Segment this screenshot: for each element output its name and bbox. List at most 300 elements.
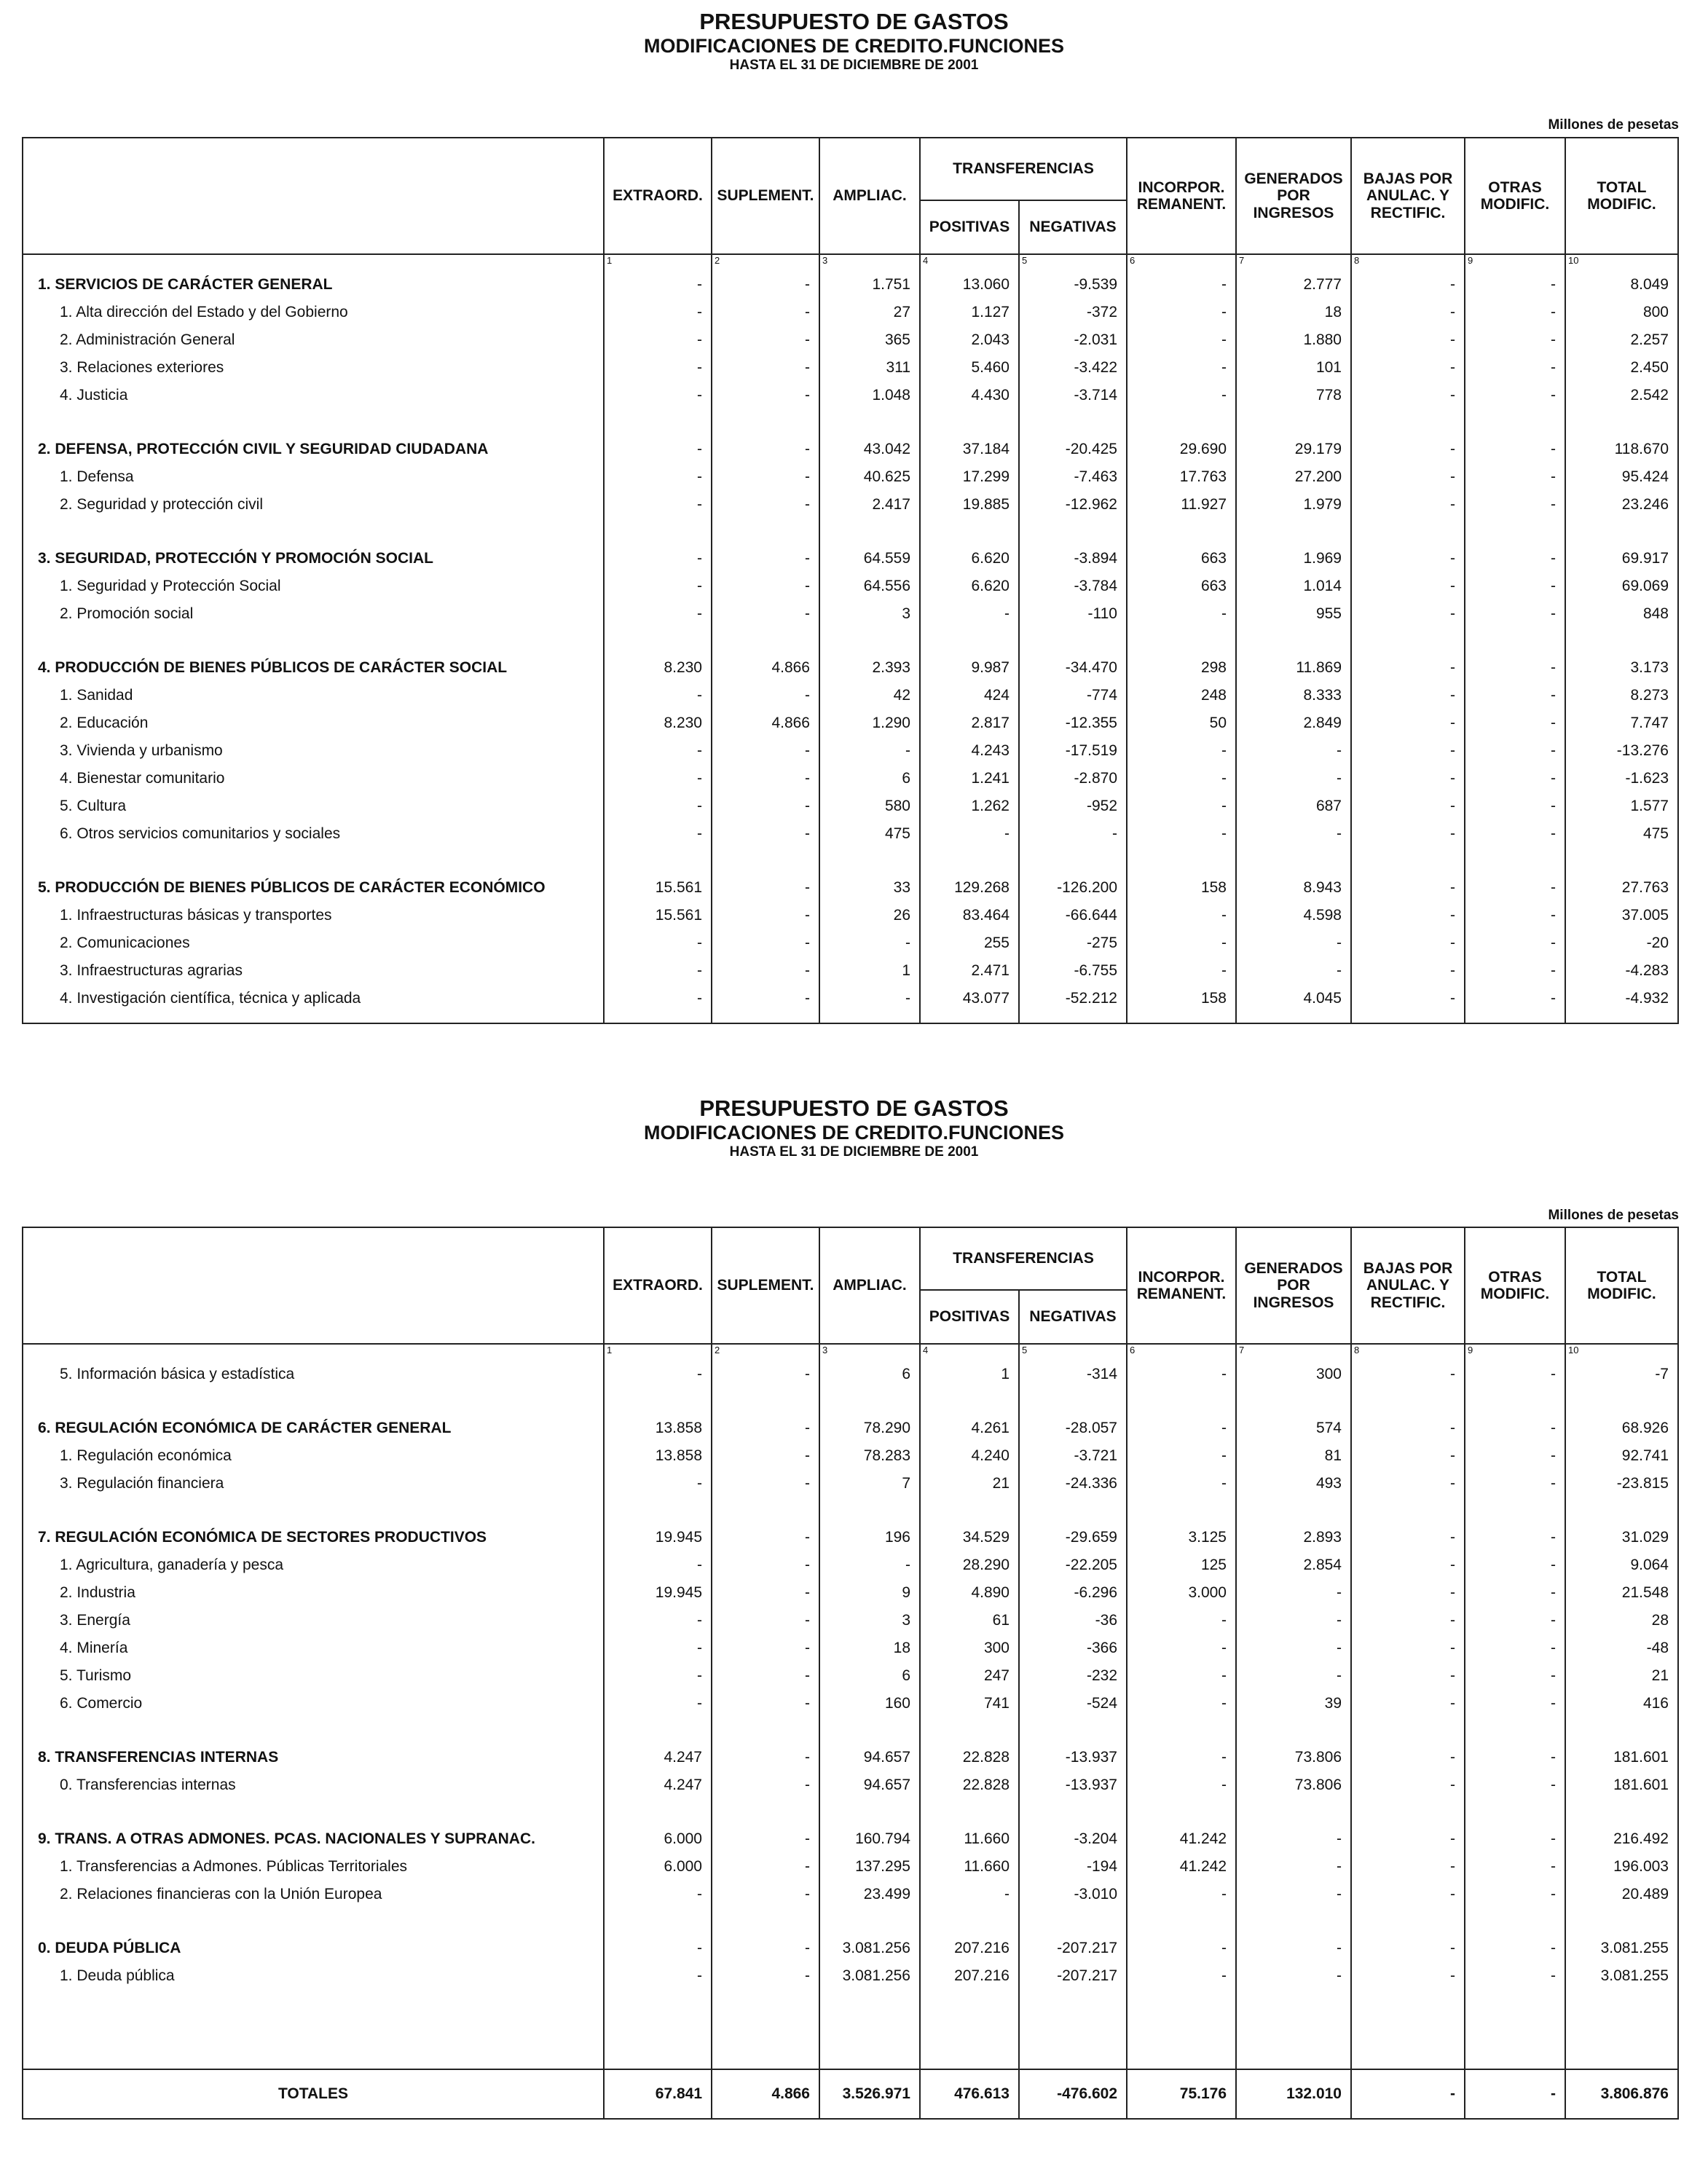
spacer-cell	[23, 1990, 604, 2016]
value-cell: 424	[920, 682, 1019, 709]
value-cell: -	[1351, 1771, 1465, 1799]
totals-value: 3.526.971	[819, 2069, 920, 2119]
table-row	[23, 491, 1678, 519]
table-row	[23, 354, 1678, 382]
value-cell: -	[712, 491, 819, 519]
value-cell: -	[1465, 326, 1565, 354]
value-cell: 9.987	[920, 654, 1019, 682]
value-cell: -	[1019, 820, 1127, 848]
spacer-cell	[712, 1388, 819, 1414]
value-cell: -	[1351, 929, 1465, 957]
spacer-cell	[920, 628, 1019, 654]
value-cell: -13.937	[1019, 1771, 1127, 1799]
spacer-cell	[1465, 1908, 1565, 1935]
group-row	[23, 1524, 1678, 1551]
value-cell: -	[1351, 1414, 1465, 1442]
value-cell: -	[712, 1744, 819, 1771]
row-label: 1. SERVICIOS DE CARÁCTER GENERAL	[23, 271, 604, 299]
value-cell: 7.747	[1565, 709, 1678, 737]
value-cell: 663	[1127, 545, 1236, 572]
value-cell: -	[1351, 1935, 1465, 1962]
spacer-cell	[1019, 1908, 1127, 1935]
value-cell: -3.010	[1019, 1881, 1127, 1908]
table-row	[23, 765, 1678, 792]
col-ampliac-header: AMPLIAC.	[819, 138, 920, 254]
value-cell: -	[712, 382, 819, 409]
value-cell: 6.000	[604, 1825, 712, 1853]
value-cell: -	[1127, 1470, 1236, 1498]
budget-table-2	[22, 1227, 1679, 2120]
value-cell: -	[604, 929, 712, 957]
value-cell: -3.894	[1019, 545, 1127, 572]
column-number: 6	[1127, 1344, 1236, 1361]
spacer-cell	[1019, 1717, 1127, 1744]
spacer-cell	[604, 519, 712, 545]
value-cell: 26	[819, 902, 920, 929]
spacer-cell	[23, 1908, 604, 1935]
table-row	[23, 709, 1678, 737]
spacer-cell	[1127, 1908, 1236, 1935]
end-cell	[1127, 1012, 1236, 1023]
group-row	[23, 1414, 1678, 1442]
col-ampliac-header: AMPLIAC.	[819, 1227, 920, 1344]
column-number: 10	[1565, 1344, 1678, 1361]
value-cell: -	[712, 765, 819, 792]
value-cell: -	[604, 820, 712, 848]
value-cell: -	[1127, 271, 1236, 299]
value-cell: -	[712, 792, 819, 820]
value-cell: 3.000	[1127, 1579, 1236, 1607]
value-cell: -	[1127, 737, 1236, 765]
row-label: 1. Alta dirección del Estado y del Gobierno	[23, 299, 604, 326]
value-cell: 181.601	[1565, 1771, 1678, 1799]
table-row	[23, 1853, 1678, 1881]
value-cell: -	[1127, 1935, 1236, 1962]
value-cell: -7	[1565, 1361, 1678, 1388]
col-generados-header: GENERADOS POR INGRESOS	[1236, 1227, 1351, 1344]
value-cell: -	[712, 1690, 819, 1717]
spacer-cell	[1351, 1990, 1465, 2016]
end-cell	[23, 1012, 604, 1023]
value-cell: -110	[1019, 600, 1127, 628]
value-cell: -	[1127, 792, 1236, 820]
value-cell: 78.283	[819, 1442, 920, 1470]
spacer-cell	[920, 519, 1019, 545]
spacer-cell	[1236, 1388, 1351, 1414]
value-cell: -	[712, 902, 819, 929]
col-negativas-header: NEGATIVAS	[1019, 200, 1127, 254]
value-cell: 1.751	[819, 271, 920, 299]
value-cell: 31.029	[1565, 1524, 1678, 1551]
column-number: 5	[1019, 254, 1127, 271]
value-cell: 3.081.256	[819, 1962, 920, 1990]
value-cell: -	[712, 326, 819, 354]
value-cell: -	[712, 1470, 819, 1498]
spacer-cell	[712, 1990, 819, 2016]
value-cell: -	[1351, 545, 1465, 572]
value-cell: -13.937	[1019, 1744, 1127, 1771]
row-label: 7. REGULACIÓN ECONÓMICA DE SECTORES PRODUCTIVOS	[23, 1524, 604, 1551]
value-cell: -12.962	[1019, 491, 1127, 519]
column-number: 4	[920, 1344, 1019, 1361]
row-label: 5. Cultura	[23, 792, 604, 820]
value-cell: -	[1465, 1470, 1565, 1498]
spacer-cell	[712, 1717, 819, 1744]
table-row	[23, 572, 1678, 600]
value-cell: 29.690	[1127, 436, 1236, 463]
spacer-cell	[1565, 409, 1678, 436]
value-cell: -207.217	[1019, 1935, 1127, 1962]
col-bajas-header: BAJAS POR ANULAC. Y RECTIFIC.	[1351, 138, 1465, 254]
spacer-cell	[604, 1908, 712, 1935]
spacer-cell	[1351, 1498, 1465, 1524]
group-row	[23, 874, 1678, 902]
value-cell: -	[712, 436, 819, 463]
value-cell: 61	[920, 1607, 1019, 1634]
value-cell: -4.932	[1565, 985, 1678, 1012]
row-label: 4. Investigación científica, técnica y aplicada	[23, 985, 604, 1012]
value-cell: 95.424	[1565, 463, 1678, 491]
value-cell: 42	[819, 682, 920, 709]
value-cell: -	[712, 1881, 819, 1908]
value-cell: 1.969	[1236, 545, 1351, 572]
value-cell: 158	[1127, 874, 1236, 902]
value-cell: -	[1236, 1634, 1351, 1662]
row-label: 2. Educación	[23, 709, 604, 737]
col-transferencias-header: TRANSFERENCIAS	[920, 1227, 1127, 1290]
spacer-cell	[1565, 1799, 1678, 1825]
table-end-row	[23, 1012, 1678, 1023]
spacer-cell	[604, 1799, 712, 1825]
value-cell: 3	[819, 1607, 920, 1634]
row-label: 3. Relaciones exteriores	[23, 354, 604, 382]
value-cell: -	[1236, 929, 1351, 957]
value-cell: -	[1127, 765, 1236, 792]
totals-value: -	[1351, 2069, 1465, 2119]
spacer-cell	[604, 1388, 712, 1414]
value-cell: -	[1127, 600, 1236, 628]
value-cell: -	[1351, 1853, 1465, 1881]
spacer-cell	[1351, 848, 1465, 874]
value-cell: 4.247	[604, 1771, 712, 1799]
value-cell: 416	[1565, 1690, 1678, 1717]
value-cell: 18	[1236, 299, 1351, 326]
spacer-cell	[1019, 848, 1127, 874]
value-cell: -	[712, 737, 819, 765]
value-cell: -2.870	[1019, 765, 1127, 792]
spacer-cell	[920, 1799, 1019, 1825]
column-number-row	[23, 1344, 1678, 1361]
budget-table-1	[22, 137, 1679, 1024]
value-cell: -	[712, 929, 819, 957]
spacer-cell	[1565, 2042, 1678, 2069]
value-cell: 22.828	[920, 1744, 1019, 1771]
spacer-cell	[23, 848, 604, 874]
spacer-cell	[1351, 1388, 1465, 1414]
spacer-row	[23, 1908, 1678, 1935]
spacer-cell	[23, 409, 604, 436]
value-cell: -	[1351, 1825, 1465, 1853]
value-cell: -36	[1019, 1607, 1127, 1634]
value-cell: -	[1236, 737, 1351, 765]
col-extraord-header: EXTRAORD.	[604, 138, 712, 254]
value-cell: -	[1351, 1690, 1465, 1717]
value-cell: -	[1351, 463, 1465, 491]
value-cell: 158	[1127, 985, 1236, 1012]
group-row	[23, 1825, 1678, 1853]
totals-value: 132.010	[1236, 2069, 1351, 2119]
col-transferencias-header: TRANSFERENCIAS	[920, 138, 1127, 200]
value-cell: 15.561	[604, 874, 712, 902]
table-2-body	[23, 1344, 1678, 2119]
page-header-2	[0, 1095, 1708, 1160]
concept-header	[23, 1227, 604, 1344]
value-cell: -	[1465, 1771, 1565, 1799]
value-cell: -	[604, 271, 712, 299]
value-cell: -207.217	[1019, 1962, 1127, 1990]
value-cell: 64.556	[819, 572, 920, 600]
table-row	[23, 682, 1678, 709]
value-cell: 43.042	[819, 436, 920, 463]
value-cell: -	[1465, 709, 1565, 737]
spacer-row	[23, 1498, 1678, 1524]
value-cell: -	[604, 765, 712, 792]
spacer-row	[23, 628, 1678, 654]
value-cell: 1.880	[1236, 326, 1351, 354]
page-title-2: PRESUPUESTO DE GASTOS	[699, 1095, 1009, 1121]
value-cell: -	[712, 1935, 819, 1962]
spacer-row	[23, 1388, 1678, 1414]
value-cell: -	[1351, 1361, 1465, 1388]
value-cell: -34.470	[1019, 654, 1127, 682]
value-cell: 20.489	[1565, 1881, 1678, 1908]
value-cell: -	[1236, 1607, 1351, 1634]
spacer-cell	[1127, 2016, 1236, 2042]
value-cell: 11.927	[1127, 491, 1236, 519]
value-cell: -	[712, 463, 819, 491]
value-cell: -	[1465, 354, 1565, 382]
row-label: 3. Infraestructuras agrarias	[23, 957, 604, 985]
spacer-cell	[1236, 519, 1351, 545]
spacer-cell	[23, 1717, 604, 1744]
value-cell: 475	[819, 820, 920, 848]
spacer-cell	[1236, 2042, 1351, 2069]
value-cell: -	[1465, 436, 1565, 463]
value-cell: 8.333	[1236, 682, 1351, 709]
spacer-cell	[819, 628, 920, 654]
value-cell: 196.003	[1565, 1853, 1678, 1881]
value-cell: -	[712, 1662, 819, 1690]
end-cell	[1465, 1012, 1565, 1023]
col-positivas-header: POSITIVAS	[920, 1290, 1019, 1344]
spacer-cell	[1465, 1717, 1565, 1744]
col-bajas-header: BAJAS POR ANULAC. Y RECTIFIC.	[1351, 1227, 1465, 1344]
spacer-cell	[819, 848, 920, 874]
spacer-cell	[1465, 409, 1565, 436]
value-cell: -	[1127, 1442, 1236, 1470]
group-row	[23, 1935, 1678, 1962]
spacer-cell	[712, 1908, 819, 1935]
spacer-cell	[1019, 519, 1127, 545]
value-cell: 741	[920, 1690, 1019, 1717]
value-cell: -	[1465, 1853, 1565, 1881]
value-cell: 2.542	[1565, 382, 1678, 409]
value-cell: -	[712, 1414, 819, 1442]
page-title: PRESUPUESTO DE GASTOS	[699, 9, 1009, 34]
value-cell: -	[1465, 737, 1565, 765]
value-cell: -	[604, 1551, 712, 1579]
column-number: 1	[604, 1344, 712, 1361]
value-cell: 8.230	[604, 709, 712, 737]
value-cell: 3.081.255	[1565, 1962, 1678, 1990]
spacer-cell	[1351, 2016, 1465, 2042]
spacer-cell	[819, 1717, 920, 1744]
col-negativas-header: NEGATIVAS	[1019, 1290, 1127, 1344]
spacer-cell	[1236, 1717, 1351, 1744]
spacer-cell	[1565, 1717, 1678, 1744]
value-cell: -	[1351, 985, 1465, 1012]
value-cell: -	[1236, 1662, 1351, 1690]
spacer-cell	[23, 2016, 604, 2042]
value-cell: -29.659	[1019, 1524, 1127, 1551]
value-cell: 3.125	[1127, 1524, 1236, 1551]
spacer-cell	[1019, 1799, 1127, 1825]
spacer-cell	[1127, 409, 1236, 436]
group-row	[23, 271, 1678, 299]
column-number: 6	[1127, 254, 1236, 271]
value-cell: -	[1351, 1662, 1465, 1690]
table-row	[23, 820, 1678, 848]
value-cell: 1.127	[920, 299, 1019, 326]
row-label: 2. Administración General	[23, 326, 604, 354]
table-row	[23, 1361, 1678, 1388]
value-cell: -	[1127, 1744, 1236, 1771]
value-cell: 81	[1236, 1442, 1351, 1470]
value-cell: -774	[1019, 682, 1127, 709]
value-cell: 78.290	[819, 1414, 920, 1442]
value-cell: 247	[920, 1662, 1019, 1690]
value-cell: -	[712, 874, 819, 902]
value-cell: 23.499	[819, 1881, 920, 1908]
value-cell: -	[712, 1853, 819, 1881]
value-cell: 68.926	[1565, 1414, 1678, 1442]
row-label: 6. Otros servicios comunitarios y sociales	[23, 820, 604, 848]
value-cell: -3.714	[1019, 382, 1127, 409]
value-cell: 2.854	[1236, 1551, 1351, 1579]
value-cell: -	[1236, 1853, 1351, 1881]
value-cell: -17.519	[1019, 737, 1127, 765]
spacer-cell	[1465, 1388, 1565, 1414]
value-cell: -	[1465, 1881, 1565, 1908]
spacer-row	[23, 1717, 1678, 1744]
spacer-cell	[1236, 1498, 1351, 1524]
value-cell: -	[1351, 902, 1465, 929]
value-cell: -	[712, 957, 819, 985]
spacer-cell	[1465, 519, 1565, 545]
value-cell: 8.273	[1565, 682, 1678, 709]
table-row	[23, 1442, 1678, 1470]
spacer-cell	[712, 628, 819, 654]
spacer-cell	[1565, 1388, 1678, 1414]
spacer-cell	[1236, 848, 1351, 874]
row-label: 6. REGULACIÓN ECONÓMICA DE CARÁCTER GENERAL	[23, 1414, 604, 1442]
value-cell: 1	[819, 957, 920, 985]
spacer-cell	[1127, 1717, 1236, 1744]
value-cell: 2.893	[1236, 1524, 1351, 1551]
spacer-cell	[1127, 848, 1236, 874]
units-label-2: Millones de pesetas	[1548, 1208, 1679, 1223]
value-cell: 4.866	[712, 654, 819, 682]
value-cell: 8.049	[1565, 271, 1678, 299]
value-cell: 23.246	[1565, 491, 1678, 519]
value-cell: -	[1465, 654, 1565, 682]
value-cell: -3.784	[1019, 572, 1127, 600]
value-cell: 298	[1127, 654, 1236, 682]
totals-label: TOTALES	[23, 2069, 604, 2119]
totals-row	[23, 2069, 1678, 2119]
value-cell: -	[1236, 1881, 1351, 1908]
value-cell: -	[1351, 572, 1465, 600]
spacer-cell	[920, 848, 1019, 874]
row-label: 4. PRODUCCIÓN DE BIENES PÚBLICOS DE CARÁCTER SOCIAL	[23, 654, 604, 682]
value-cell: 1	[920, 1361, 1019, 1388]
value-cell: -52.212	[1019, 985, 1127, 1012]
value-cell: 255	[920, 929, 1019, 957]
value-cell: 39	[1236, 1690, 1351, 1717]
value-cell: -48	[1565, 1634, 1678, 1662]
page-subtitle-2: MODIFICACIONES DE CREDITO.FUNCIONES	[643, 1121, 1065, 1144]
end-cell	[1565, 1012, 1678, 1023]
end-cell	[920, 1012, 1019, 1023]
value-cell: -	[1127, 1690, 1236, 1717]
value-cell: -	[712, 1634, 819, 1662]
value-cell: 1.014	[1236, 572, 1351, 600]
value-cell: -	[1465, 985, 1565, 1012]
value-cell: -	[604, 1881, 712, 1908]
value-cell: 663	[1127, 572, 1236, 600]
value-cell: -12.355	[1019, 709, 1127, 737]
row-label: 2. Comunicaciones	[23, 929, 604, 957]
value-cell: 4.430	[920, 382, 1019, 409]
value-cell: -	[1465, 491, 1565, 519]
row-label: 2. Relaciones financieras con la Unión Europea	[23, 1881, 604, 1908]
value-cell: -	[920, 1881, 1019, 1908]
col-otras-header: OTRAS MODIFIC.	[1465, 138, 1565, 254]
spacer-cell	[23, 1388, 604, 1414]
value-cell: -	[1351, 1551, 1465, 1579]
value-cell: -	[1465, 463, 1565, 491]
value-cell: -	[712, 572, 819, 600]
spacer-cell	[1127, 1498, 1236, 1524]
value-cell: -	[1465, 1524, 1565, 1551]
value-cell: -	[1351, 1579, 1465, 1607]
column-number: 2	[712, 254, 819, 271]
col-otras-header: OTRAS MODIFIC.	[1465, 1227, 1565, 1344]
value-cell: 94.657	[819, 1744, 920, 1771]
value-cell: -	[1465, 1962, 1565, 1990]
value-cell: 5.460	[920, 354, 1019, 382]
value-cell: -20.425	[1019, 436, 1127, 463]
column-number: 7	[1236, 254, 1351, 271]
value-cell: 9	[819, 1579, 920, 1607]
column-number: 8	[1351, 1344, 1465, 1361]
row-label: 5. Información básica y estadística	[23, 1361, 604, 1388]
value-cell: -	[712, 1361, 819, 1388]
group-row	[23, 436, 1678, 463]
value-cell: -	[1465, 1744, 1565, 1771]
spacer-cell	[920, 1990, 1019, 2016]
spacer-cell	[1351, 628, 1465, 654]
